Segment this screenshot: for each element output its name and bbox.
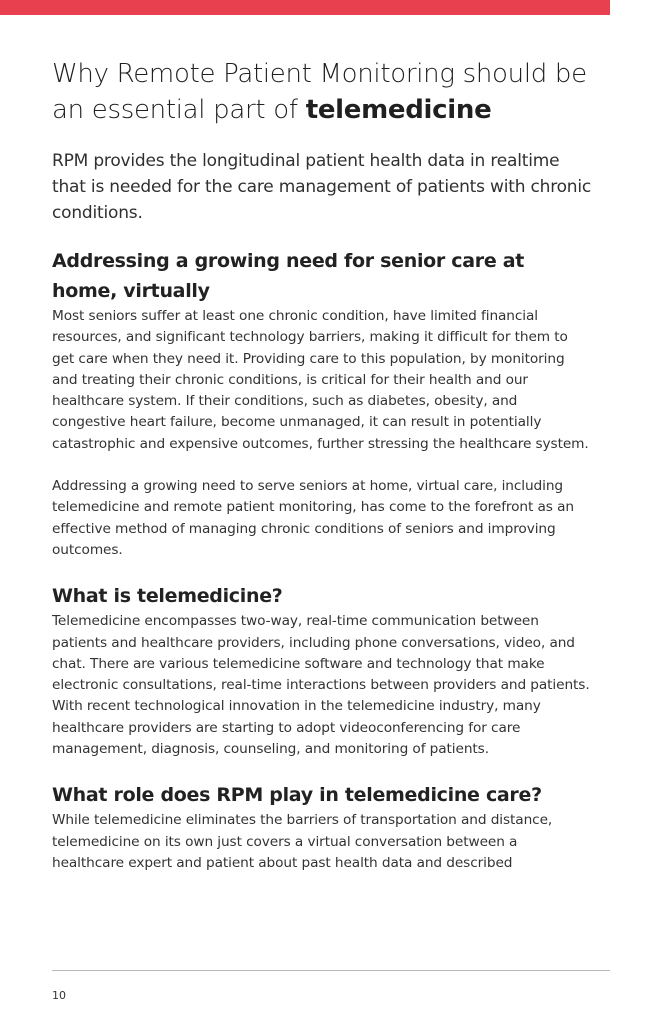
section-heading: What role does RPM play in telemedicine care? xyxy=(52,784,542,807)
section-paragraph: Addressing a growing need to serve seniors at home, virtual care, including telemedicine and remote patient monitoring, has come to the forefront as an effective method of managing chronic conditions of seniors and improving outcomes. xyxy=(52,478,574,558)
page-content xyxy=(52,56,592,874)
section-paragraph: Most seniors suffer at least one chronic condition, have limited financial resources, and significant technology barriers, making it difficult for them to get care when they need it. Providing care to this population, by monitoring and treating their chronic conditions, is critical for their health and our healthcare system. If their conditions, such as diabetes, obesity, and congestive heart failure, become unmanaged, it can result in potentially catastrophic and expensive outcomes, further stressing the healthcare system. xyxy=(52,308,589,452)
section-paragraph: Telemedicine encompasses two-way, real-time communication between patients and healthcare providers, including phone conversations, video, and chat. There are various telemedicine software and technology that make electronic consultations, real-time interactions between providers and patients. With recent technological innovation in the telemedicine industry, many healthcare providers are starting to adopt videoconferencing for care management, diagnosis, counseling, and monitoring of patients. xyxy=(52,613,590,758)
page-title xyxy=(52,56,592,128)
top-accent-bar xyxy=(0,0,610,15)
section-paragraph: While telemedicine eliminates the barriers of transportation and distance, telemedicine on its own just covers a virtual conversation between a healthcare expert and patient about past health data and described xyxy=(52,812,553,871)
footer-divider xyxy=(52,970,610,971)
page-number: 10 xyxy=(52,989,66,1002)
section-senior-care xyxy=(52,246,592,561)
page-title-bold: telemedicine xyxy=(305,95,492,125)
page-title-regular: Why Remote Patient Monitoring should be an essential part of xyxy=(52,59,587,125)
intro-paragraph: RPM provides the longitudinal patient health data in realtime that is needed for the care management of patients with chronic conditions. xyxy=(52,151,592,223)
section-heading: What is telemedicine? xyxy=(52,585,283,608)
section-what-is-telemedicine xyxy=(52,581,592,760)
section-heading: Addressing a growing need for senior care at home, virtually xyxy=(52,250,525,302)
section-rpm-role xyxy=(52,780,592,874)
